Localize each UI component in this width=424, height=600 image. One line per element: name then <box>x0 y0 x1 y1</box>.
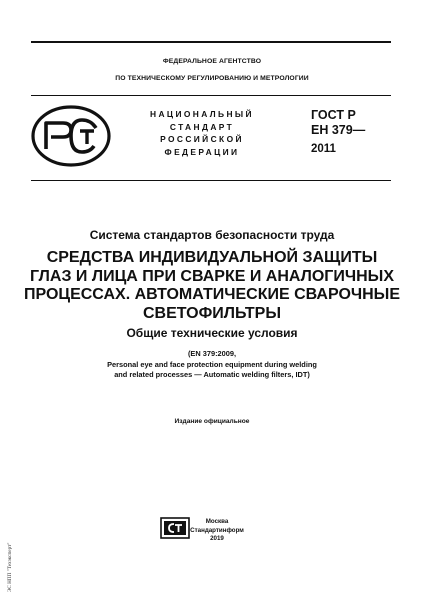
national-standard-line-3: РОССИЙСКОЙ <box>160 134 244 144</box>
publisher-info <box>182 518 252 544</box>
title-line-4: СВЕТОФИЛЬТРЫ <box>143 304 281 322</box>
reference-line-3: and related processes — Automatic welding filters, IDT) <box>114 370 310 379</box>
header-rule <box>31 95 391 96</box>
standard-designation <box>311 108 365 155</box>
publisher-city: Москва <box>205 518 229 525</box>
publisher-name: Стандартинформ <box>190 526 244 534</box>
standard-series: Система стандартов безопасности труда <box>89 228 335 242</box>
designation-year: 2011 <box>311 143 336 155</box>
designation-line-2: ЕН 379— <box>311 123 366 137</box>
title-line-3: ПРОЦЕССАХ. АВТОМАТИЧЕСКИЕ СВАРОЧНЫЕ <box>23 286 401 303</box>
designation-line-1: ГОСТ Р <box>311 108 356 122</box>
side-watermark-text: ЭС НПП "Техэксперт" <box>7 542 13 592</box>
reference-line-2: Personal eye and face protection equipment during welding <box>107 359 317 369</box>
header-bottom-rule <box>31 180 391 181</box>
national-standard-line-4: ФЕДЕРАЦИИ <box>164 146 240 157</box>
edition-note: Издание официальное <box>174 418 250 425</box>
agency-line-2: ПО ТЕХНИЧЕСКОМУ РЕГУЛИРОВАНИЮ И МЕТРОЛОГИИ <box>115 75 309 82</box>
top-rule <box>31 41 391 43</box>
source-reference <box>0 349 424 381</box>
title-line-1: СРЕДСТВА ИНДИВИДУАЛЬНОЙ ЗАЩИТЫ <box>46 249 378 266</box>
gost-r-emblem-icon <box>31 105 111 167</box>
publisher-year: 2019 <box>210 535 224 543</box>
national-standard-block <box>147 108 257 158</box>
document-subtitle: Общие технические условия <box>126 326 298 340</box>
reference-line-1: (EN 379:2009, <box>187 349 237 358</box>
document-title <box>0 249 424 323</box>
title-line-2: ГЛАЗ И ЛИЦА ПРИ СВАРКЕ И АНАЛОГИЧНЫХ <box>30 267 394 285</box>
national-standard-line-2: СТАНДАРТ <box>169 121 235 132</box>
agency-line-1: ФЕДЕРАЛЬНОЕ АГЕНТСТВО <box>162 58 262 65</box>
national-standard-line-1: НАЦИОНАЛЬНЫЙ <box>150 109 254 119</box>
